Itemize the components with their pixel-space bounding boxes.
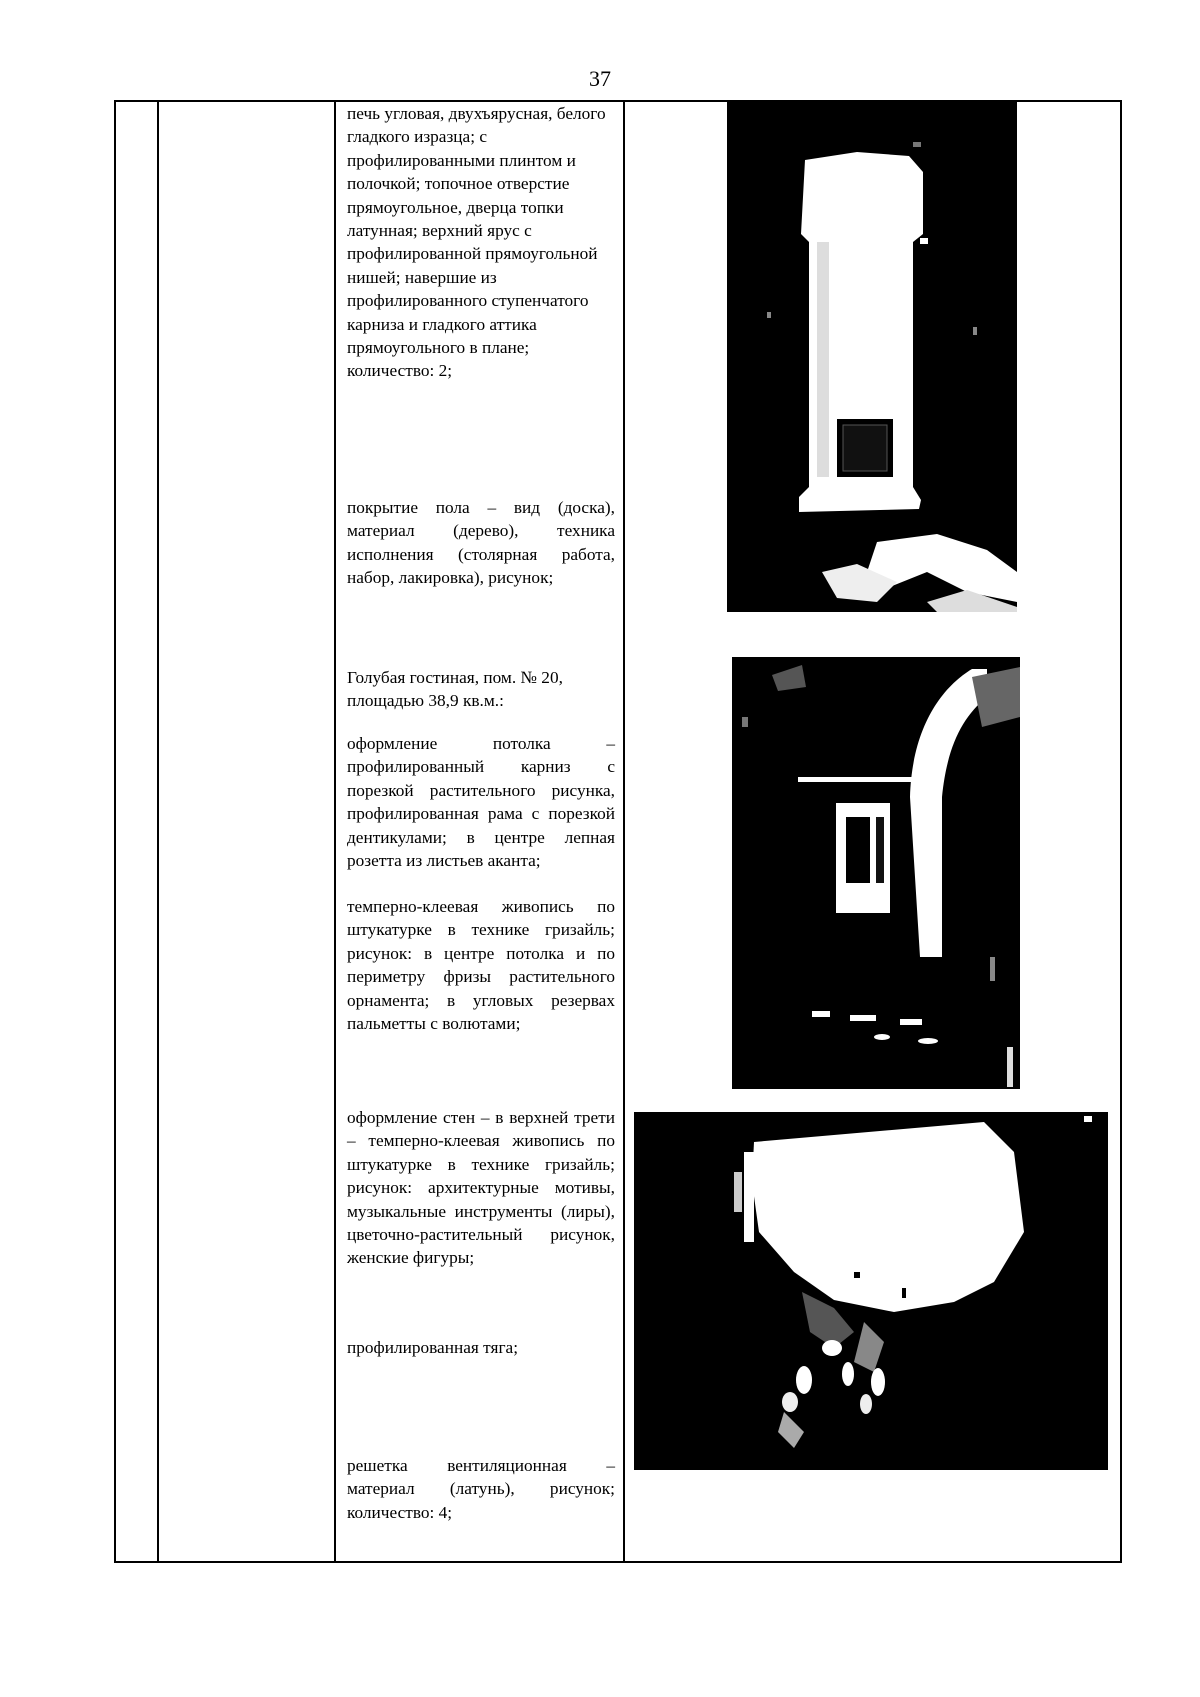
photo-ceiling-rosette xyxy=(634,1112,1108,1470)
room-heading: Голубая гостиная, пом. № 20, площадью 38,9 кв.м.: xyxy=(347,668,563,711)
ceiling-description: оформление потолка – профилированный карниз с порезкой растительного рисунка, профилированная рама с порезкой дентикулами; в центре лепная розетта из листьев аканта; xyxy=(347,734,615,871)
page-number: 37 xyxy=(589,66,611,91)
photo-room xyxy=(732,657,1020,1089)
column-divider-2 xyxy=(334,100,336,1563)
grille-description: решетка вентиляционная – материал (латунь), рисунок; количество: 4; xyxy=(347,1456,615,1522)
stove-description: печь угловая, двухъярусная, белого гладкого изразца; с профилированными плинтом и полочкой; топочное отверстие прямоугольное, дверца топки латунная; верхний ярус с профилированной прямоугольной нишей; навершие из профилированного ступенчатого карниза и гладкого аттика прямоугольного в плане; количество: 2; xyxy=(347,104,606,381)
column-divider-1 xyxy=(157,100,159,1563)
floor-description: покрытие пола – вид (доска), материал (дерево), техника исполнения (столярная работа, набор, лакировка), рисунок; xyxy=(347,498,615,588)
walls-description: оформление стен – в верхней трети – темперно-клеевая живопись по штукатурке в технике гризайль; рисунок: архитектурные мотивы, музыкальные инструменты (лиры), цветочно-растительный рисунок, женские фигуры; xyxy=(347,1108,615,1268)
table-bottom-border xyxy=(114,1561,1122,1563)
photo-stove xyxy=(727,102,1017,612)
table-border-left xyxy=(114,100,116,1563)
cornice-description: профилированная тяга; xyxy=(347,1338,518,1357)
column-divider-3 xyxy=(623,100,625,1563)
painting-description: темперно-клеевая живопись по штукатурке в технике гризайль; рисунок: в центре потолка и по периметру фризы растительного орнамента; в угловых резервах пальметты с волютами; xyxy=(347,897,615,1034)
table-border-right xyxy=(1120,100,1122,1563)
